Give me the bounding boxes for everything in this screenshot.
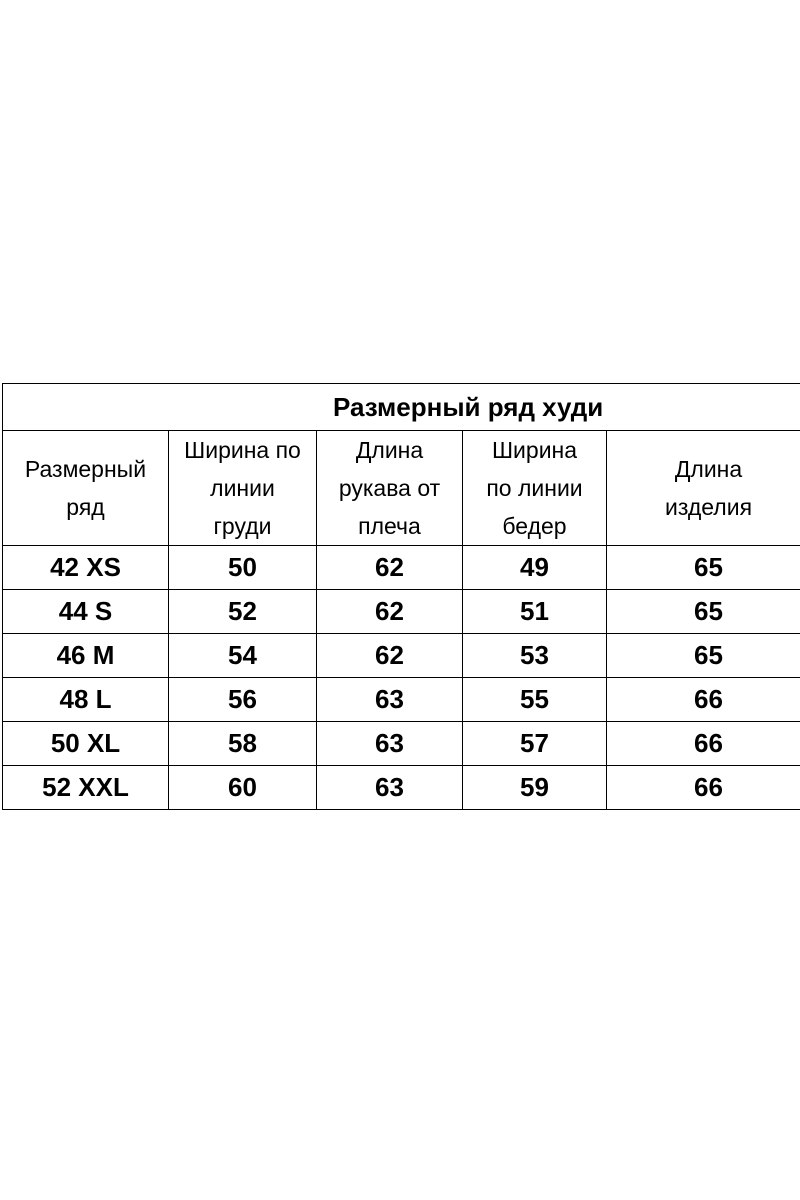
header-text-line: Ширина (491, 437, 578, 463)
table-cell: 63 (317, 678, 463, 722)
table-cell-size: 50 XL (3, 722, 169, 766)
table-cell: 66 (607, 678, 800, 722)
table-row (3, 678, 800, 722)
header-size-range (3, 431, 169, 546)
table-cell: 56 (169, 678, 317, 722)
header-text-line: по линии (486, 475, 583, 501)
header-text-line: ряд (66, 494, 105, 520)
table-cell: 59 (463, 766, 607, 810)
title-row (3, 384, 800, 431)
header-chest-width (169, 431, 317, 546)
table-cell: 53 (463, 634, 607, 678)
table-cell: 63 (317, 766, 463, 810)
header-text-line: линии (210, 475, 275, 501)
table-cell: 66 (607, 766, 800, 810)
table-cell-size: 44 S (3, 590, 169, 634)
header-text-line: плеча (358, 513, 421, 539)
table-row (3, 722, 800, 766)
table-cell-size: 42 XS (3, 546, 169, 590)
header-row (3, 431, 800, 546)
table-cell: 63 (317, 722, 463, 766)
table-cell: 65 (607, 546, 800, 590)
table-cell: 50 (169, 546, 317, 590)
table-cell: 65 (607, 634, 800, 678)
table-row (3, 590, 800, 634)
table-cell: 62 (317, 590, 463, 634)
table-title: Размерный ряд худи (3, 384, 800, 431)
header-text-line: изделия (664, 494, 753, 520)
header-sleeve-length (317, 431, 463, 546)
table-cell-size: 46 M (3, 634, 169, 678)
header-text-line: Длина (674, 456, 743, 482)
header-text-line: рукава от (338, 475, 441, 501)
header-text-line: бедер (502, 513, 567, 539)
header-hip-width (463, 431, 607, 546)
table-cell: 54 (169, 634, 317, 678)
table-row (3, 546, 800, 590)
table-cell-size: 48 L (3, 678, 169, 722)
table-row (3, 634, 800, 678)
table-cell: 58 (169, 722, 317, 766)
table-cell: 57 (463, 722, 607, 766)
table-row (3, 766, 800, 810)
table-cell: 60 (169, 766, 317, 810)
table-cell: 66 (607, 722, 800, 766)
table-cell: 62 (317, 634, 463, 678)
header-text-line: груди (213, 513, 272, 539)
table-cell: 62 (317, 546, 463, 590)
header-text-line: Размерный (24, 456, 147, 482)
size-chart-table (2, 383, 800, 810)
table-cell: 51 (463, 590, 607, 634)
table-cell: 65 (607, 590, 800, 634)
table-cell-size: 52 XXL (3, 766, 169, 810)
header-text-line: Ширина по (184, 437, 301, 463)
table-cell: 52 (169, 590, 317, 634)
table-cell: 55 (463, 678, 607, 722)
table-cell: 49 (463, 546, 607, 590)
header-text-line: Длина (355, 437, 424, 463)
header-garment-length (607, 431, 800, 546)
